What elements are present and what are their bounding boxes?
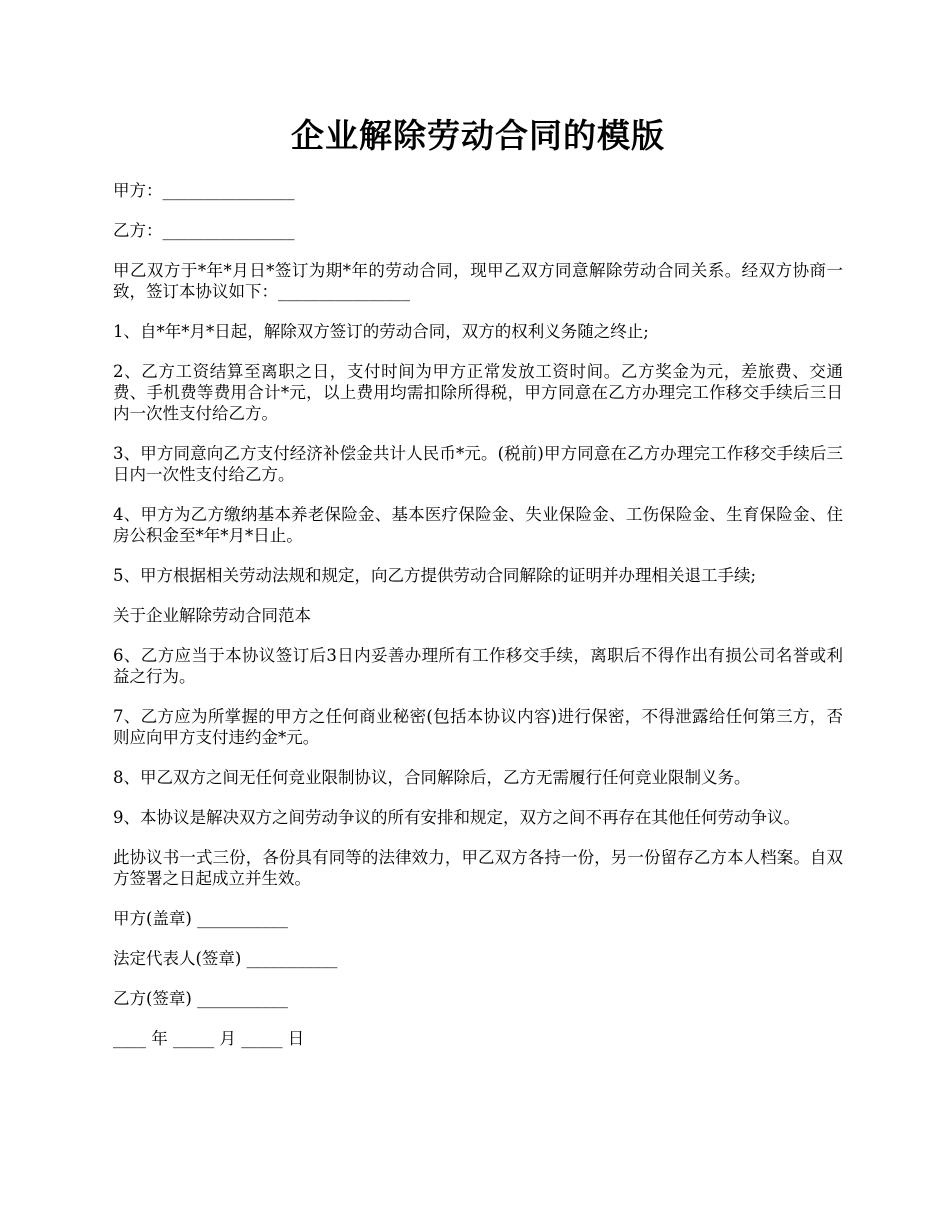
document-title: 企业解除劳动合同的模版	[291, 116, 665, 155]
clause-9: 9、本协议是解决双方之间劳动争议的所有安排和规定，双方之间不再存在其他任何劳动争议。	[113, 808, 800, 827]
legal-rep-signature-line: 法定代表人(签章) ___________	[113, 949, 338, 968]
clause-5: 5、甲方根据相关劳动法规和规定，向乙方提供劳动合同解除的证明并办理相关退工手续;	[113, 566, 757, 585]
party-a-line: 甲方：________________	[113, 181, 295, 200]
section-heading: 关于企业解除劳动合同范本	[113, 606, 311, 625]
clause-6: 6、乙方应当于本协议签订后3日内妥善办理所有工作移交手续，离职后不得作出有损公司名誉或利益之行为。	[113, 646, 843, 686]
party-a-seal-line: 甲方(盖章) ___________	[113, 909, 288, 928]
clause-4: 4、甲方为乙方缴纳基本养老保险金、基本医疗保险金、失业保险金、工伤保险金、生育保险金、住房公积金至*年*月*日止。	[113, 505, 843, 545]
party-b-line: 乙方：________________	[113, 221, 295, 240]
clause-8: 8、甲乙双方之间无任何竞业限制协议，合同解除后，乙方无需履行任何竞业限制义务。	[113, 768, 751, 787]
date-line: ____ 年 _____ 月 _____ 日	[113, 1029, 305, 1048]
clause-3: 3、甲方同意向乙方支付经济补偿金共计人民币*元。(税前)甲方同意在乙方办理完工作移交手续后三日内一次性支付给乙方。	[113, 444, 843, 484]
clause-2: 2、乙方工资结算至离职之日，支付时间为甲方正常发放工资时间。乙方奖金为元，差旅费、交通费、手机费等费用合计*元，以上费用均需扣除所得税，甲方同意在乙方办理完工作移交手续后三日内一次性支付给乙方。	[113, 362, 843, 423]
party-b-signature-line: 乙方(签章) ___________	[113, 989, 288, 1008]
closing-paragraph: 此协议书一式三份，各份具有同等的法律效力，甲乙双方各持一份，另一份留存乙方本人档案。自双方签署之日起成立并生效。	[113, 848, 843, 888]
clause-7: 7、乙方应为所掌握的甲方之任何商业秘密(包括本协议内容)进行保密，不得泄露给任何第三方，否则应向甲方支付违约金*元。	[113, 707, 843, 747]
clause-1: 1、自*年*月*日起，解除双方签订的劳动合同，双方的权利义务随之终止;	[113, 322, 649, 341]
intro-paragraph: 甲乙双方于*年*月日*签订为期*年的劳动合同，现甲乙双方同意解除劳动合同关系。经双方协商一致，签订本协议如下：________________	[113, 261, 843, 301]
document-page	[113, 112, 843, 1049]
